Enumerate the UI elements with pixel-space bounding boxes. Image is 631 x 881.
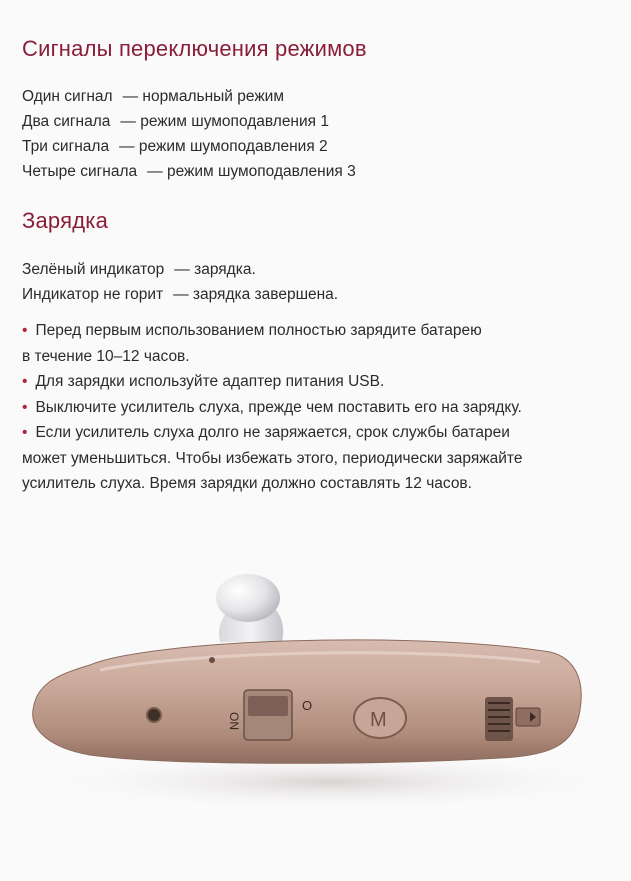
section-title-signals: Сигналы переключения режимов <box>22 36 367 61</box>
bullet-dot-icon: • <box>22 424 28 441</box>
hearing-aid-image <box>30 560 610 830</box>
volume-marker-plate <box>516 708 540 726</box>
signal-label: Четыре сигнала <box>22 163 138 180</box>
signal-row <box>22 138 328 156</box>
charging-row <box>22 286 338 304</box>
bullet-dot-icon: • <box>22 322 28 339</box>
bullet-dot-icon: • <box>22 373 28 390</box>
charging-row <box>22 261 256 279</box>
indicator-led-icon <box>147 708 161 722</box>
ear-tip <box>216 574 280 622</box>
signal-desc: — нормальный режим <box>122 88 284 105</box>
power-switch-slider[interactable] <box>248 696 288 716</box>
signal-row <box>22 163 356 181</box>
charging-desc: — зарядка завершена. <box>173 286 339 303</box>
signal-label: Один сигнал <box>22 88 113 105</box>
bullet-item: • Выключите усилитель слуха, прежде чем поставить его на зарядку. <box>22 398 522 416</box>
bullet-item: • Для зарядки используйте адаптер питания USB. <box>22 373 385 390</box>
switch-on-label: ON <box>227 712 241 730</box>
bullet-item: • Перед первым использованием полностью зарядите батарею в течение 10–12 часов. <box>22 322 482 365</box>
microphone-hole-icon <box>209 657 215 663</box>
bullet-dot-icon: • <box>22 398 28 416</box>
signal-label: Три сигнала <box>22 138 110 155</box>
bullet-item: • Если усилитель слуха долго не заряжается, срок службы батареи может уменьшиться. Чтобы избежать этого, периодически заряжайте усилитель слуха. Время зарядки должно составлять 12 часов. <box>22 424 523 492</box>
mode-button-label: M <box>370 709 387 731</box>
signal-desc: — режим шумоподавления 3 <box>147 163 356 180</box>
charging-label: Индикатор не горит <box>22 286 164 303</box>
switch-off-label: O <box>302 698 313 713</box>
signal-desc: — режим шумоподавления 2 <box>119 138 328 155</box>
signal-row <box>22 113 329 131</box>
signal-desc: — режим шумоподавления 1 <box>120 113 329 130</box>
charging-label: Зелёный индикатор <box>22 261 165 278</box>
charging-bullets <box>22 318 622 497</box>
signal-row <box>22 88 284 106</box>
charging-desc: — зарядка. <box>174 261 256 278</box>
section-title-charging: Зарядка <box>22 208 109 233</box>
signal-label: Два сигнала <box>22 113 111 130</box>
